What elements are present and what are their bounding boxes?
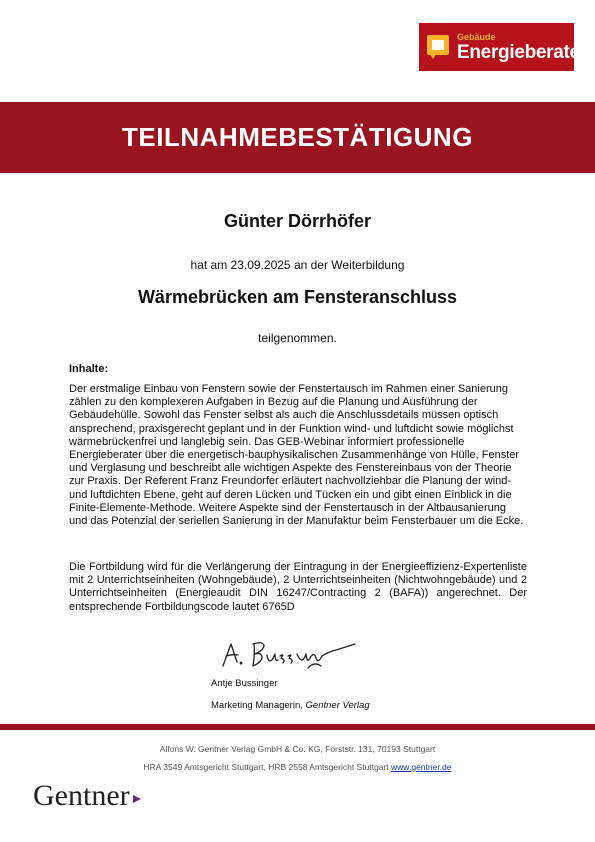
gentner-logo (33, 779, 141, 813)
course-title: Wärmebrücken am Fensteranschluss (137, 287, 458, 307)
speech-bubble-icon (427, 35, 451, 59)
footer-registry (0, 762, 595, 772)
signer-role-title: Marketing Managerin, (211, 700, 306, 711)
logo-title: Energieberater (457, 41, 587, 63)
contents-body: Der erstmalige Einbau von Fenstern sowie der Fenstertausch im Rahmen einer Sanierung zählen zu den komplexeren Aufgaben in Bezug auf die Planung und Ausführung der Gebäudehülle. Sowohl das Fenster selbst als auch die Anschlussdetails müssen optisch ansprechend, praxisgerecht geplant und in der Funktion wind- und luftdicht sowie möglichst wärmebrückenfrei und langlebig sein. Das GEB-Webinar informiert professionelle Energieberater über die energetisch-bauphysikalischen Zusammenhänge von Hülle, Fenster und Verglasung und beschreibt alle wichtigen Aspekte des Fenstereinbaus von der Theorie zur Praxis. Der Referent Franz Freundorfer erläutert nachvollziehbar die Planung der wind- und luftdichten Ebene, geht auf deren Lücken und Tücken ein und gibt einen Einblick in die Finite-Elemente-Methode. Weitere Aspekte sind der Fenstertausch in der Altbausanierung und das Potenzial der seriellen Sanierung in der Manufaktur beim Fensterbauer um die Ecke. (69, 383, 524, 528)
title-banner (0, 102, 595, 173)
logo-text (457, 33, 587, 62)
bottom-divider (0, 724, 595, 730)
footer-registry-text: HRA 3549 Amtsgericht Stuttgart, HRB 2558 Amtsgericht Stuttgart (143, 762, 392, 772)
arrow-icon (133, 795, 141, 803)
footer-address: Alfons W. Gentner Verlag GmbH & Co. KG, Forststr. 131, 70193 Stuttgart (159, 744, 436, 754)
logo-subtitle: Gebäude (457, 31, 496, 42)
gentner-wordmark: Gentner (33, 779, 130, 812)
signer-name: Antje Bussinger (211, 678, 278, 689)
footer-website-link[interactable]: www.gentner.de (391, 762, 452, 772)
signer-role (211, 700, 370, 711)
participant-name: Günter Dörrhöfer (223, 211, 371, 231)
certificate-title: TEILNAHMEBESTÄTIGUNG (122, 122, 473, 152)
date-line: hat am 23.09.2025 an der Weiterbildung (190, 258, 405, 272)
signature-image (218, 636, 363, 670)
contents-heading: Inhalte: (69, 363, 109, 375)
participated-text: teilgenommen. (258, 331, 337, 345)
signer-company: Gentner Verlag (305, 700, 370, 711)
energieberater-logo (419, 23, 587, 71)
credit-text: Die Fortbildung wird für die Verlängerung der Eintragung in der Energieeffizienz-Expertenliste mit 2 Unterrichtseinheiten (Wohngebäude), 2 Unterrichtseinheiten (Nichtwohngebäude) und 2 Unterrichtseinheiten (Energieaudit DIN 16247/Contracting 2 (BAFA)) angerechnet. Der entsprechende Fortbildungscode lautet 6765D (69, 561, 527, 613)
